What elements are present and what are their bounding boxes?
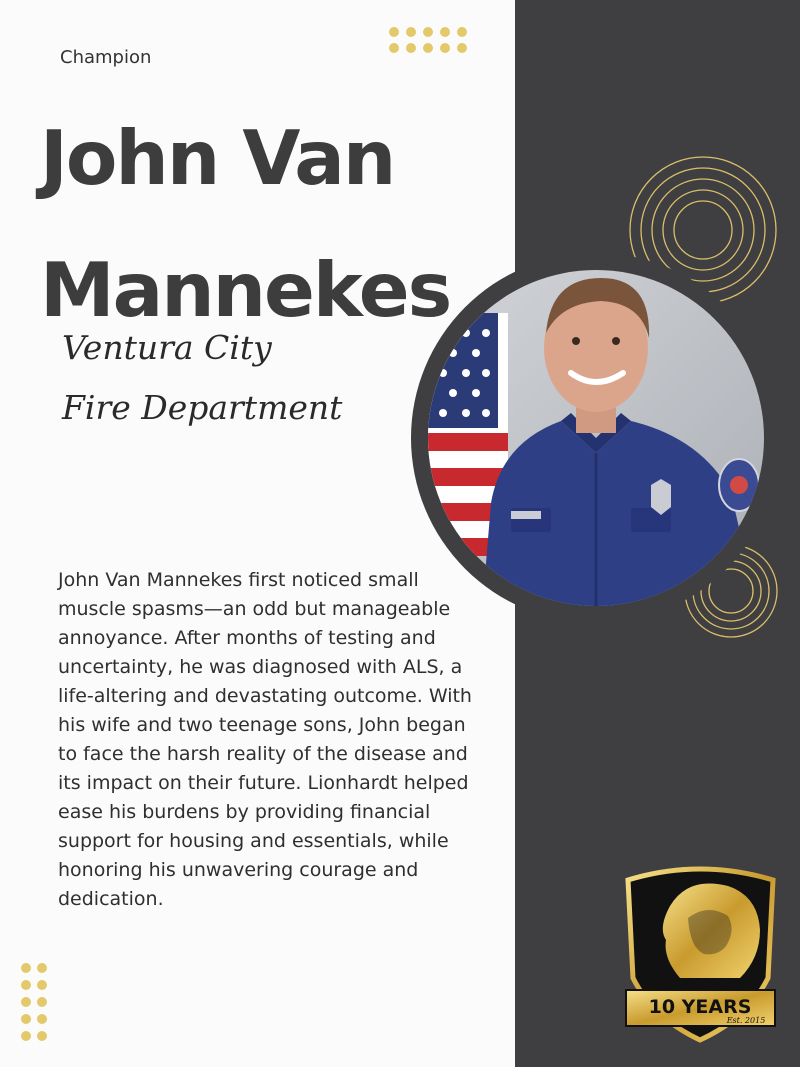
champion-bio: John Van Mannekes first noticed small muscle spasms—an odd but manageable annoyance. After months of testing and uncertainty, he was diagnosed with ALS, a life-altering and devastating outcome. With his wife and two teenage sons, John began to face the harsh reality of the disease and its impact on their future. Lionhardt helped ease his burdens by providing financial support for housing and essentials, while honoring his unwavering courage and dedication. — [58, 569, 472, 910]
lion-shield-icon — [618, 858, 783, 1043]
department-line-2: Fire Department — [62, 388, 343, 427]
department-name — [62, 318, 342, 438]
champion-label: Champion — [60, 47, 152, 68]
gold-dots-decoration-top — [388, 26, 470, 54]
badge-title: 10 YEARS — [648, 996, 752, 1018]
name-line-2: Mannekes — [40, 246, 451, 334]
gold-dots-decoration-bottom — [20, 962, 50, 1042]
department-line-1: Ventura City — [62, 328, 272, 367]
badge-established: Est. 2015 — [726, 1016, 766, 1025]
name-line-1: John Van — [40, 114, 395, 202]
